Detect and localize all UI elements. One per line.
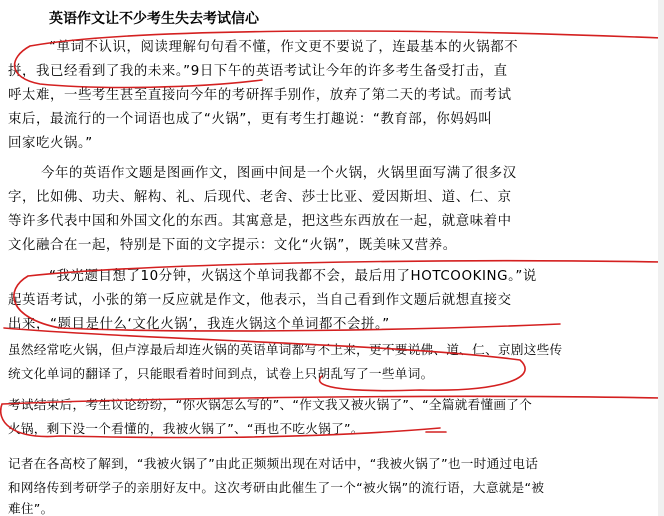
text-line: 考试结束后，考生议论纷纷，“你火锅怎么写的”、“作文我又被火锅了”、“全篇就看懂画了个 bbox=[8, 397, 533, 412]
scrollbar[interactable] bbox=[658, 0, 664, 516]
text-line: 虽然经常吃火锅，但卢淳最后却连火锅的英语单词都写不上来，更不要说佛、道、仁、京剧这些传 bbox=[8, 342, 563, 357]
text-line: 今年的英语作文题是图画作文，图画中间是一个火锅，火锅里面写满了很多汉 bbox=[41, 166, 517, 181]
text-line: 记者在各高校了解到，“我被火锅了”由此正频频出现在对话中，“我被火锅了”也一时通过电话 bbox=[8, 456, 539, 471]
text-line: 文化融合在一起，特别是下面的文字提示：文化“火锅”，既美味又营养。 bbox=[8, 238, 457, 253]
text-line: 等许多代表中国和外国文化的东西。其寓意是，把这些东西放在一起，就意味着中 bbox=[8, 214, 512, 229]
text-line: 火锅，剩下没一个看懂的，我被火锅了”、“再也不吃火锅了”。 bbox=[8, 421, 364, 436]
text-line: 字，比如佛、功夫、解构、礼、后现代、老舍、莎士比亚、爱因斯坦、道、仁、京 bbox=[8, 190, 512, 205]
text-line: 统文化单词的翻译了，只能眼看着时间到点，试卷上只胡乱写了一些单词。 bbox=[8, 366, 434, 381]
text-line: 拼，我已经看到了我的未来。”9日下午的英语考试让今年的许多考生备受打击，直 bbox=[8, 64, 508, 79]
text-line: 回家吃火锅。” bbox=[8, 136, 93, 151]
text-line: “我光题目想了10分钟，火锅这个单词我都不会，最后用了HOTCOOKING。”说 bbox=[49, 269, 537, 284]
text-line: 出来，“题目是什么‘文化火锅’，我连火锅这个单词都不会拼。” bbox=[8, 317, 390, 332]
article-title: 英语作文让不少考生失去考试信心 bbox=[49, 11, 259, 27]
text-line: 和网络传到考研学子的亲朋好友中。这次考研由此催生了一个“被火锅”的流行语，大意就是“被 bbox=[8, 480, 545, 495]
text-line: 束后，最流行的一个词语也成了“火锅”，更有考生打趣说：“教育部，你妈妈叫 bbox=[8, 112, 493, 127]
text-line: 呼太难，一些考生甚至直接向今年的考研挥手别作，放弃了第二天的考试。而考试 bbox=[8, 88, 512, 103]
text-line: “单词不认识，阅读理解句句看不懂，作文更不要说了，连最基本的火锅都不 bbox=[49, 40, 519, 55]
text-line: 难住”。 bbox=[8, 501, 54, 516]
text-line: 起英语考试，小张的第一反应就是作文，他表示，当自己看到作文题后就想直接交 bbox=[8, 293, 512, 308]
